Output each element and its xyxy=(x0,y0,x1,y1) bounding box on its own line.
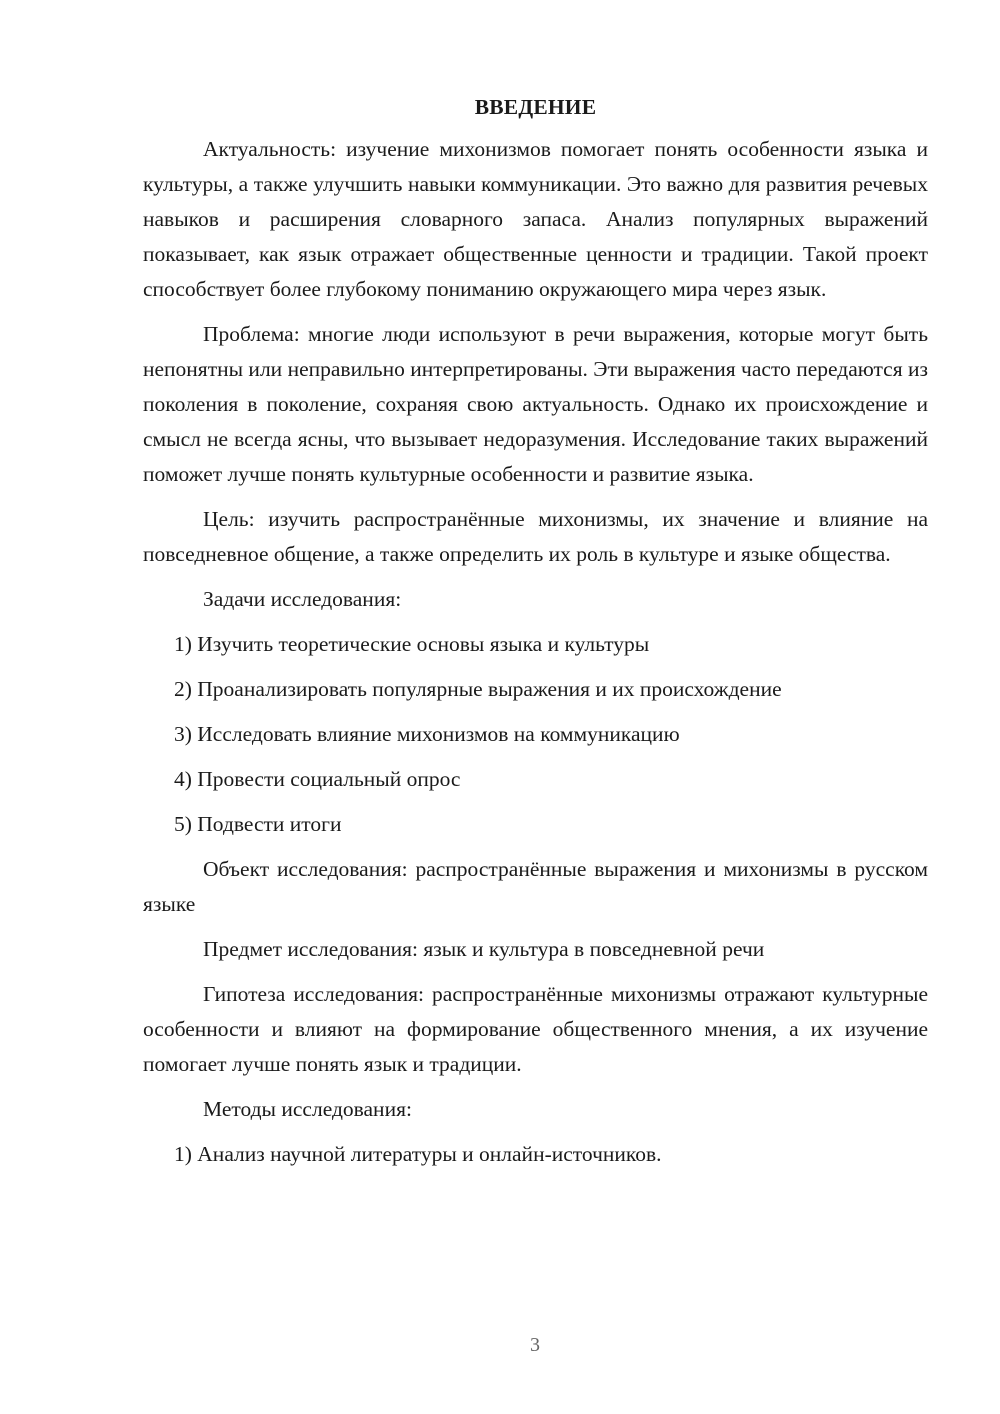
hypothesis-paragraph: Гипотеза исследования: распространённые михонизмы отражают культурные особенности и влияют на формирование общественного мнения, а их изучение помогает лучше понять язык и традиции. xyxy=(143,982,928,1076)
tasks-heading: Задачи исследования: xyxy=(203,587,402,611)
list-item: 4) Провести социальный опрос xyxy=(174,767,461,791)
page-number: 3 xyxy=(530,1334,540,1356)
methods-list xyxy=(143,1137,928,1172)
tasks-list xyxy=(143,627,928,842)
document-page xyxy=(143,90,928,1182)
relevance-paragraph: Актуальность: изучение михонизмов помогает понять особенности языка и культуры, а также улучшить навыки коммуникации. Это важно для развития речевых навыков и расширения словарного запаса. Анализ популярных выражений показывает, как язык отражает общественные ценности и традиции. Такой проект способствует более глубокому пониманию окружающего мира через язык. xyxy=(143,137,928,301)
list-item: 5) Подвести итоги xyxy=(174,812,342,836)
list-item: 3) Исследовать влияние михонизмов на коммуникацию xyxy=(174,722,680,746)
object-paragraph: Объект исследования: распространённые выражения и михонизмы в русском языке xyxy=(143,857,928,916)
section-title: ВВЕДЕНИЕ xyxy=(474,95,597,119)
list-item: 1) Анализ научной литературы и онлайн-источников. xyxy=(174,1142,662,1166)
subject-paragraph: Предмет исследования: язык и культура в повседневной речи xyxy=(203,937,765,961)
methods-heading: Методы исследования: xyxy=(203,1097,412,1121)
problem-paragraph: Проблема: многие люди используют в речи выражения, которые могут быть непонятны или неправильно интерпретированы. Эти выражения часто передаются из поколения в поколение, сохраняя свою актуальность. Однако их происхождение и смысл не всегда ясны, что вызывает недоразумения. Исследование таких выражений поможет лучше понять культурные особенности и развитие языка. xyxy=(143,322,928,486)
list-item: 2) Проанализировать популярные выражения и их происхождение xyxy=(174,677,782,701)
list-item: 1) Изучить теоретические основы языка и культуры xyxy=(174,632,650,656)
goal-paragraph: Цель: изучить распространённые михонизмы, их значение и влияние на повседневное общение, а также определить их роль в культуре и языке общества. xyxy=(143,507,928,566)
